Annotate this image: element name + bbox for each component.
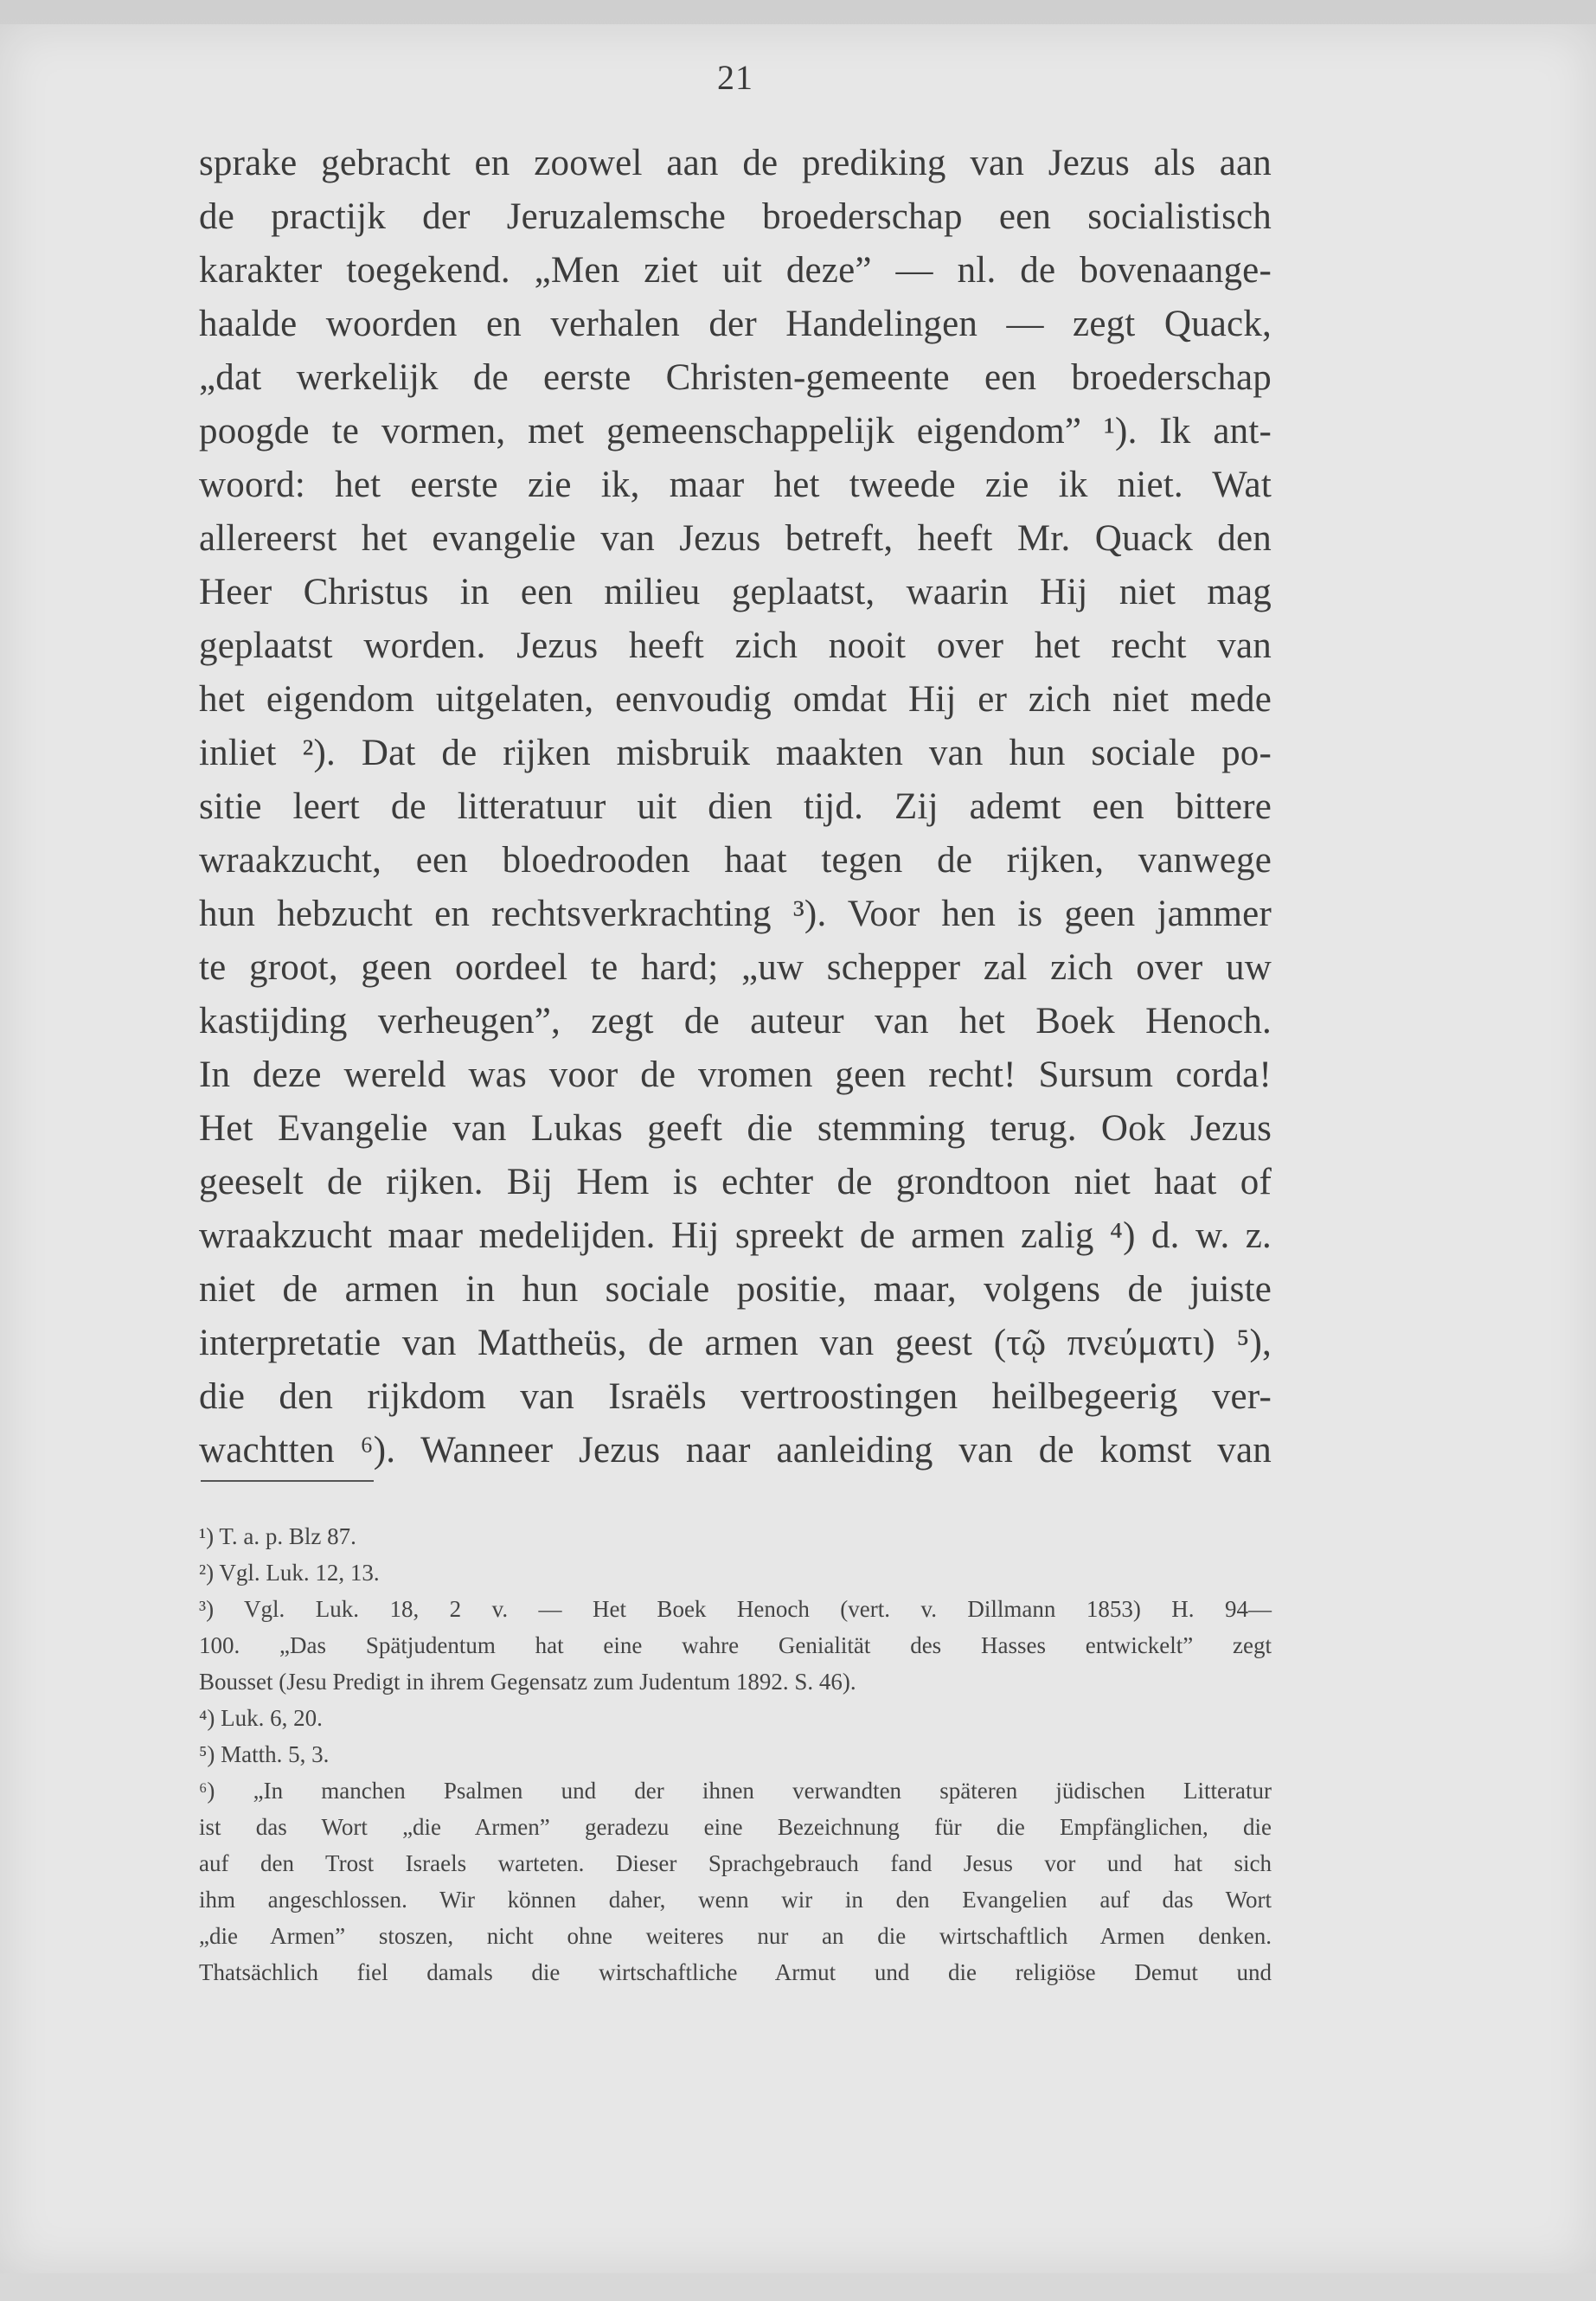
footnote-line: 100. „Das Spätjudentum hat eine wahre Genialität des Hasses entwickelt” zegt — [199, 1632, 1272, 1658]
footnote-line: ihm angeschlossen. Wir können daher, wenn wir in den Evangelien auf das Wort — [199, 1887, 1272, 1913]
footnote-line: ¹) T. a. p. Blz 87. — [199, 1523, 356, 1549]
text-line: woord: het eerste zie ik, maar het tweede zie ik niet. Wat — [199, 465, 1272, 505]
text-line: niet de armen in hun sociale positie, maar, volgens de juiste — [199, 1269, 1272, 1310]
footnote-line: ⁶) „In manchen Psalmen und der ihnen verwandten späteren jüdischen Litteratur — [199, 1778, 1272, 1804]
footnote-line: Bousset (Jesu Predigt in ihrem Gegensatz zum Judentum 1892. S. 46). — [199, 1669, 856, 1695]
page-number: 21 — [717, 58, 753, 97]
text-line: het eigendom uitgelaten, eenvoudig omdat Hij er zich niet mede — [199, 679, 1272, 720]
text-line: te groot, geen oordeel te hard; „uw schepper zal zich over uw — [199, 947, 1272, 988]
footnote-line: ist das Wort „die Armen” geradezu eine Bezeichnung für die Empfänglichen, die — [199, 1814, 1272, 1840]
footnote-line: ⁴) Luk. 6, 20. — [199, 1705, 323, 1731]
text-line: sprake gebracht en zoowel aan de prediking van Jezus als aan — [199, 143, 1272, 183]
text-line: kastijding verheugen”, zegt de auteur van het Boek Henoch. — [199, 1001, 1272, 1042]
text-line: „dat werkelijk de eerste Christen-gemeente een broederschap — [199, 357, 1272, 398]
text-line: haalde woorden en verhalen der Handelingen — zegt Quack, — [199, 304, 1272, 344]
book-page — [0, 24, 1596, 2273]
text-line: interpretatie van Mattheüs, de armen van geest (τῷ πνεύματι) ⁵), — [199, 1323, 1272, 1363]
footnote-line: Thatsächlich fiel damals die wirtschaftliche Armut und die religiöse Demut und — [199, 1959, 1272, 1985]
text-line: wachtten ⁶). Wanneer Jezus naar aanleiding van de komst van — [199, 1430, 1272, 1471]
text-line: geplaatst worden. Jezus heeft zich nooit over het recht van — [199, 625, 1272, 666]
footnote-separator — [201, 1480, 374, 1482]
text-line: karakter toegekend. „Men ziet uit deze” — nl. de bovenaange- — [199, 250, 1272, 291]
text-line: Heer Christus in een milieu geplaatst, waarin Hij niet mag — [199, 572, 1272, 612]
text-line: inliet ²). Dat de rijken misbruik maakten van hun sociale po- — [199, 733, 1272, 773]
text-line: allereerst het evangelie van Jezus betreft, heeft Mr. Quack den — [199, 518, 1272, 559]
text-line: Het Evangelie van Lukas geeft die stemming terug. Ook Jezus — [199, 1108, 1272, 1149]
text-line: hun hebzucht en rechtsverkrachting ³). Voor hen is geen jammer — [199, 894, 1272, 934]
text-line: geeselt de rijken. Bij Hem is echter de grondtoon niet haat of — [199, 1162, 1272, 1202]
main-text — [199, 137, 1272, 1477]
text-line: wraakzucht maar medelijden. Hij spreekt de armen zalig ⁴) d. w. z. — [199, 1215, 1272, 1256]
footnote-line: auf den Trost Israels warteten. Dieser Sprachgebrauch fand Jesus vor und hat sich — [199, 1850, 1272, 1876]
text-line: wraakzucht, een bloedrooden haat tegen de rijken, vanwege — [199, 840, 1272, 881]
footnote-line: ³) Vgl. Luk. 18, 2 v. — Het Boek Henoch (vert. v. Dillmann 1853) H. 94— — [199, 1596, 1272, 1622]
text-line: de practijk der Jeruzalemsche broederschap een socialistisch — [199, 196, 1272, 237]
text-line: die den rijkdom van Israëls vertroostingen heilbegeerig ver- — [199, 1376, 1272, 1417]
footnotes — [199, 1518, 1272, 1990]
footnote-line: „die Armen” stoszen, nicht ohne weiteres nur an die wirtschaftlich Armen denken. — [199, 1923, 1272, 1949]
text-line: sitie leert de litteratuur uit dien tijd. Zij ademt een bittere — [199, 786, 1272, 827]
text-line: In deze wereld was voor de vromen geen recht! Sursum corda! — [199, 1054, 1272, 1095]
footnote-line: ⁵) Matth. 5, 3. — [199, 1741, 330, 1767]
text-line: poogde te vormen, met gemeenschappelijk eigendom” ¹). Ik ant- — [199, 411, 1272, 452]
footnote-line: ²) Vgl. Luk. 12, 13. — [199, 1560, 380, 1586]
